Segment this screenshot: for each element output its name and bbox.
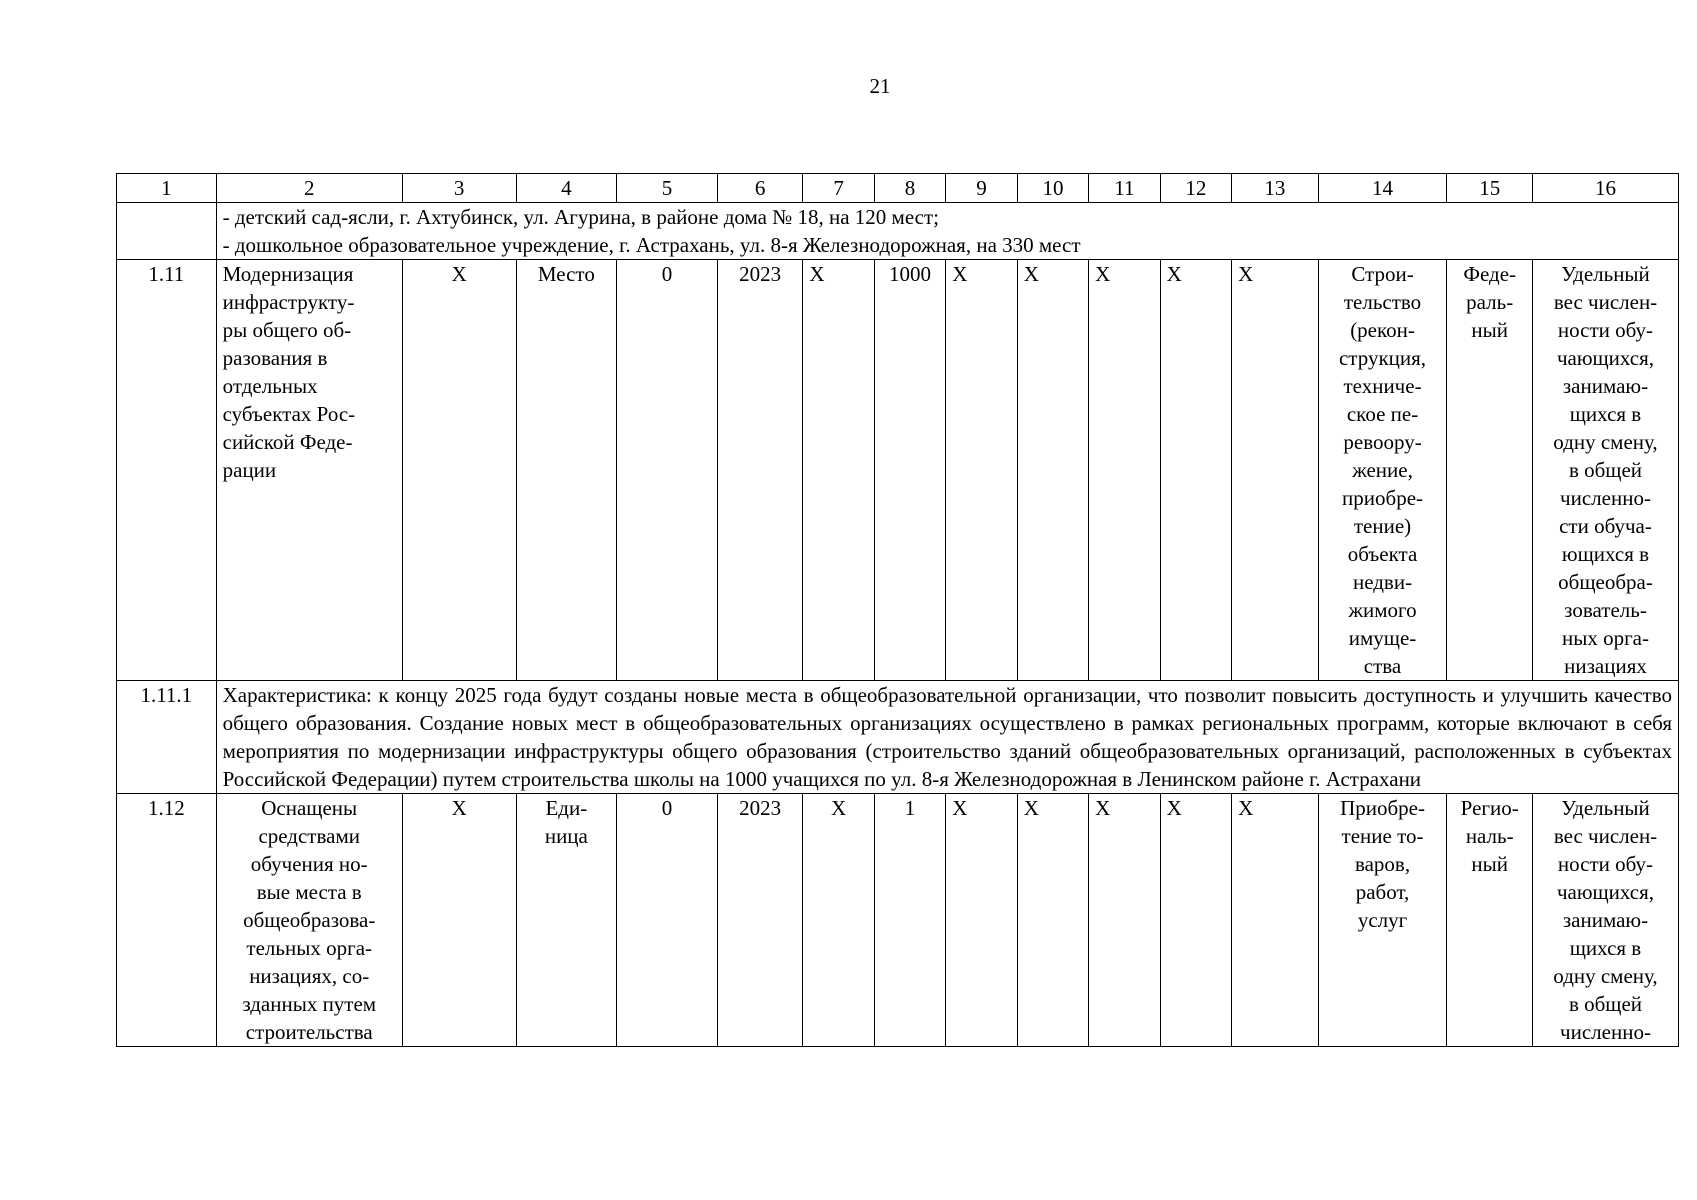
cell-col8: 1 <box>874 794 945 1047</box>
header-row <box>117 174 1679 203</box>
list-item: - детский сад-ясли, г. Ахтубинск, ул. Агурина, в районе дома № 18, на 120 мест; <box>222 205 940 229</box>
program-table <box>116 173 1679 1047</box>
header-cell: 4 <box>516 174 617 203</box>
header-cell: 13 <box>1232 174 1319 203</box>
row-number: 1.11 <box>117 260 217 681</box>
header-cell: 6 <box>717 174 803 203</box>
table-row-1-11-1 <box>117 681 1679 794</box>
cell-col12: Х <box>1160 260 1231 681</box>
header-cell: 14 <box>1318 174 1447 203</box>
header-cell: 8 <box>874 174 945 203</box>
cell-col13: Х <box>1232 260 1319 681</box>
header-cell: 9 <box>946 174 1017 203</box>
cell-col11: Х <box>1089 794 1160 1047</box>
event-level: Регио- наль- ный <box>1447 794 1533 1047</box>
base-value: 0 <box>617 260 718 681</box>
table-row-1-11 <box>117 260 1679 681</box>
header-cell: 11 <box>1089 174 1160 203</box>
header-cell: 5 <box>617 174 718 203</box>
header-cell: 10 <box>1017 174 1088 203</box>
cell-col10: Х <box>1017 260 1088 681</box>
event-type: Приобре- тение то- варов, работ, услуг <box>1318 794 1447 1047</box>
cell-col9: Х <box>946 794 1017 1047</box>
cell-col11: Х <box>1089 260 1160 681</box>
list-item: - дошкольное образовательное учреждение, г. Астрахань, ул. 8-я Железнодорожная, на 330 мест <box>222 233 1081 257</box>
event-type: Строи- тельство (рекон- струкция, техниче- ское пе- ревоору- жение, приобре- тение) объекта недви- жимого имуще- ства <box>1318 260 1447 681</box>
cell-col7: Х <box>803 260 874 681</box>
event-name: Модернизация инфраструкту- ры общего об- разования в отдельных субъектах Рос- сийской Феде- рации <box>216 260 402 681</box>
event-level: Феде- раль- ный <box>1447 260 1533 681</box>
header-cell: 15 <box>1447 174 1533 203</box>
header-cell: 12 <box>1160 174 1231 203</box>
base-year: 2023 <box>717 794 803 1047</box>
unit-cell: Место <box>516 260 617 681</box>
table-row-1-12 <box>117 794 1679 1047</box>
base-year: 2023 <box>717 260 803 681</box>
indicator: Удельный вес числен- ности обу- чающихся, занимаю- щихся в одну смену, в общей численно- <box>1532 794 1678 1047</box>
header-cell: 7 <box>803 174 874 203</box>
row-number: 1.12 <box>117 794 217 1047</box>
header-cell: 2 <box>216 174 402 203</box>
cell-col13: Х <box>1232 794 1319 1047</box>
row-number: 1.11.1 <box>117 681 217 794</box>
event-name: Оснащены средствами обучения но- вые места в общеобразова- тельных орга- низациях, со- зданных путем строительства <box>216 794 402 1047</box>
header-cell: 3 <box>402 174 516 203</box>
cell-col9: Х <box>946 260 1017 681</box>
header-cell: 1 <box>117 174 217 203</box>
objects-list-row <box>117 203 1679 260</box>
cell-col3: Х <box>402 260 516 681</box>
objects-list <box>216 203 1678 260</box>
header-cell: 16 <box>1532 174 1678 203</box>
cell-col10: Х <box>1017 794 1088 1047</box>
empty-cell <box>117 203 217 260</box>
cell-col12: Х <box>1160 794 1231 1047</box>
characteristic-text: Характеристика: к концу 2025 года будут созданы новые места в общеобразовательной организации, что позволит повысить доступность и улучшить качество общего образования. Создание новых мест в общеобразовательных организациях осуществлено в рамках региональных программ, которые включают в себя мероприятия по модернизации инфраструктуры общего образования (строительство зданий общеобразовательных организаций, расположенных в субъектах Российской Федерации) путем строительства школы на 1000 учащихся по ул. 8-я Железнодорожная в Ленинском районе г. Астрахани <box>216 681 1678 794</box>
page-number: 21 <box>869 74 891 98</box>
cell-col3: Х <box>402 794 516 1047</box>
unit-cell: Еди- ница <box>516 794 617 1047</box>
cell-col7: Х <box>803 794 874 1047</box>
indicator: Удельный вес числен- ности обу- чающихся, занимаю- щихся в одну смену, в общей численно- сти обуча- ющихся в общеобра- зователь- ных орга- низациях <box>1532 260 1678 681</box>
base-value: 0 <box>617 794 718 1047</box>
cell-col8: 1000 <box>874 260 945 681</box>
